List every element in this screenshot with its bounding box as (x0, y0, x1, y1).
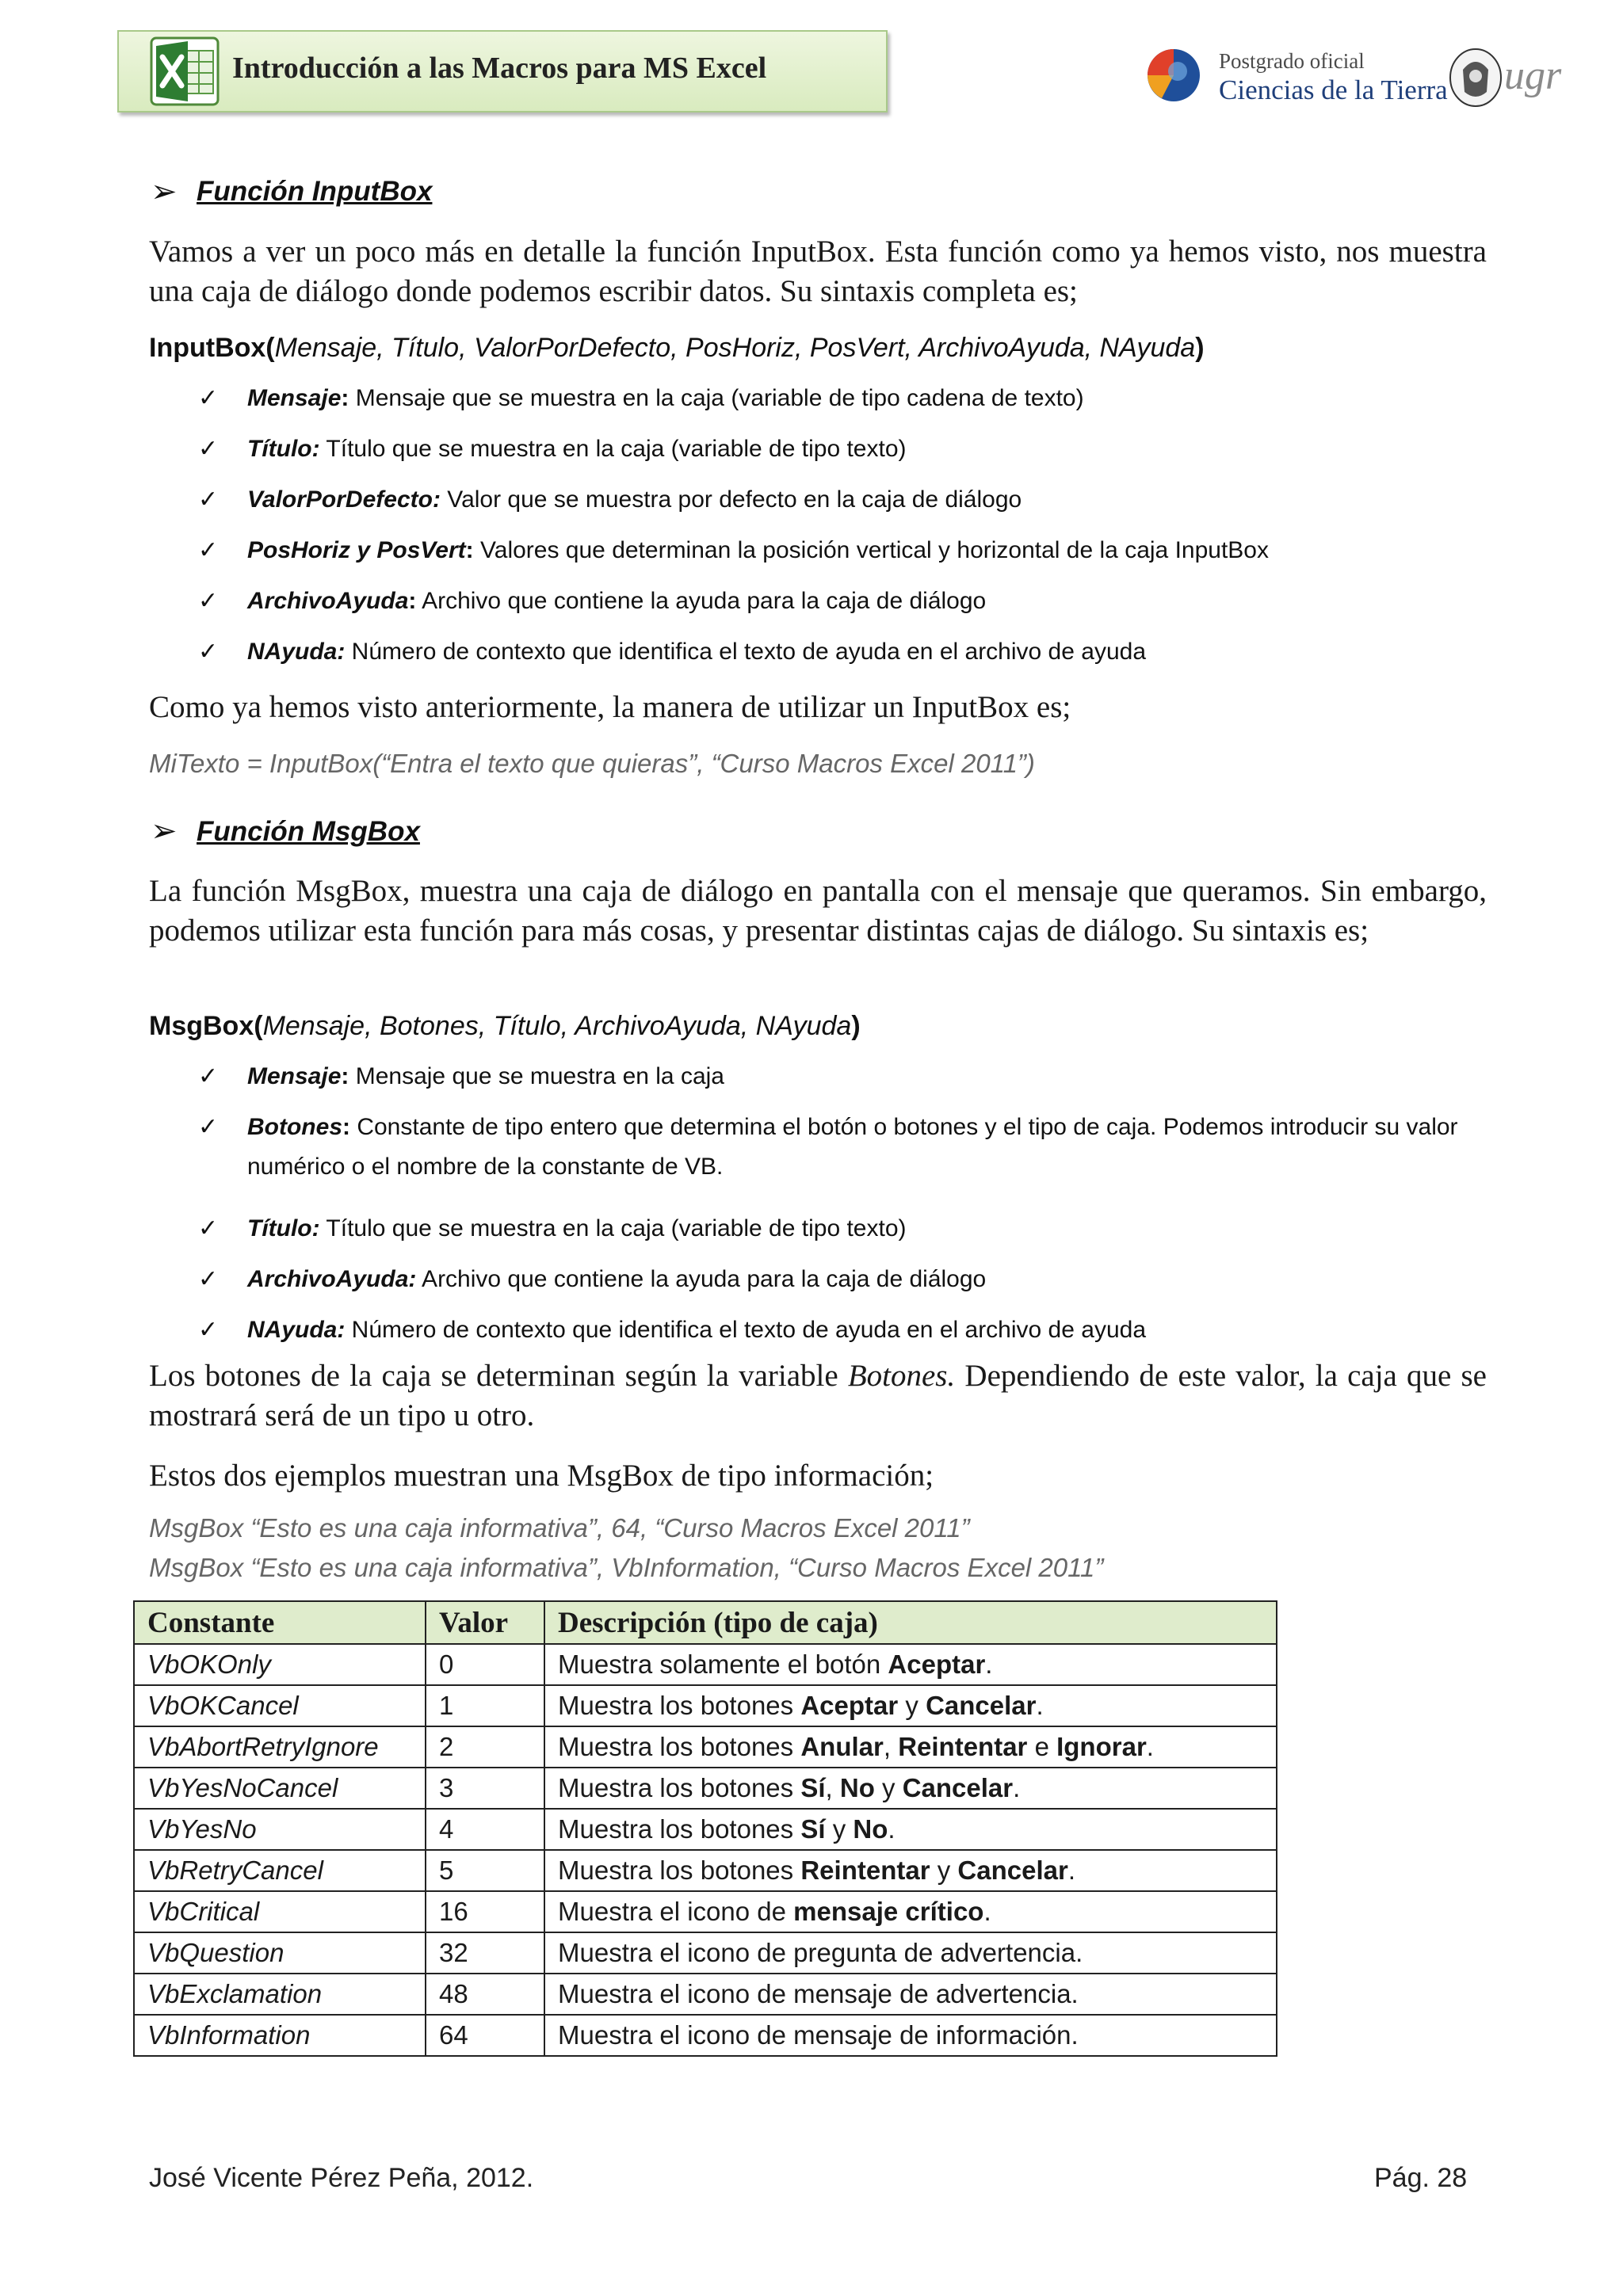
param-text: Mensaje que se muestra en la caja (variable de tipo cadena de texto) (349, 385, 1084, 411)
param-item (198, 1310, 1490, 1350)
param-term: Título: (247, 1215, 320, 1241)
cell-description (544, 2015, 1277, 2056)
param-body (247, 1057, 1490, 1097)
desc-segment: y (825, 1814, 854, 1844)
param-item (198, 1057, 1490, 1097)
param-text: Archivo que contiene la ayuda para la caja de diálogo (416, 588, 987, 614)
param-item (198, 1209, 1490, 1249)
desc-segment: Muestra los botones (558, 1814, 801, 1844)
param-term: Botones (247, 1114, 342, 1140)
msgbox-syntax (149, 1011, 861, 1042)
check-icon: ✓ (198, 537, 219, 563)
cell-constant: VbInformation (134, 2015, 426, 2056)
param-term: Mensaje (247, 1063, 342, 1089)
inputbox-intro: Vamos a ver un poco más en detalle la función InputBox. Esta función como ya hemos visto, nos muestra una caja de diálogo donde podemos escribir datos. Su sintaxis completa es; (149, 235, 1487, 308)
param-term: ArchivoAyuda (247, 588, 409, 614)
desc-segment: y (874, 1773, 903, 1802)
postgrado-label: Postgrado oficial (1219, 49, 1365, 73)
desc-segment: y (898, 1691, 926, 1720)
cell-value: 32 (426, 1932, 544, 1974)
cell-description (544, 1850, 1277, 1891)
cell-description (544, 1974, 1277, 2015)
cell-value: 5 (426, 1850, 544, 1891)
table-row (134, 1974, 1277, 2015)
check-icon: ✓ (198, 588, 219, 614)
cell-constant: VbYesNo (134, 1809, 426, 1850)
buttons-text-var: Botones. (847, 1359, 956, 1393)
desc-segment: Muestra el icono de mensaje de información. (558, 2020, 1079, 2050)
param-text: Valor que se muestra por defecto en la caja de diálogo (440, 486, 1022, 513)
desc-segment: , (883, 1732, 899, 1761)
param-item (198, 632, 1490, 672)
cell-description (544, 1685, 1277, 1726)
desc-segment: . (985, 1650, 993, 1679)
cell-value: 4 (426, 1809, 544, 1850)
param-body (247, 1260, 1490, 1299)
buttons-text-b: Dependiendo de este valor, la caja que se mostrará será de un tipo u otro. (149, 1359, 1487, 1432)
cell-constant: VbQuestion (134, 1932, 426, 1974)
desc-segment: . (888, 1814, 896, 1844)
param-sep: : (408, 588, 417, 614)
check-icon: ✓ (198, 1215, 219, 1241)
desc-segment: Reintentar (800, 1855, 930, 1885)
desc-segment: Muestra solamente el botón (558, 1650, 888, 1679)
check-icon: ✓ (198, 385, 219, 411)
param-term: ValorPorDefecto: (247, 486, 441, 513)
check-icon: ✓ (198, 486, 219, 513)
desc-segment: Muestra los botones (558, 1773, 801, 1802)
desc-segment: Cancelar (957, 1855, 1068, 1885)
desc-segment: Ignorar (1056, 1732, 1147, 1761)
param-sep: : (465, 537, 474, 563)
param-sep: : (341, 1063, 349, 1089)
globe-logo-icon (1146, 48, 1201, 103)
table-row (134, 1891, 1277, 1932)
desc-segment: e (1027, 1732, 1057, 1761)
param-term: ArchivoAyuda: (247, 1266, 417, 1292)
table-header-row (134, 1601, 1277, 1644)
cell-value: 0 (426, 1644, 544, 1685)
param-item (198, 480, 1490, 520)
section-arrow-icon: ➢ (151, 813, 178, 849)
desc-segment: No (853, 1814, 888, 1844)
check-icon: ✓ (198, 1114, 219, 1140)
param-item (198, 531, 1490, 570)
cell-constant: VbAbortRetryIgnore (134, 1726, 426, 1768)
desc-segment: Muestra los botones (558, 1732, 801, 1761)
param-item (198, 1260, 1490, 1299)
table-row (134, 1850, 1277, 1891)
param-body (247, 531, 1490, 570)
msgbox-buttons-text (149, 1356, 1487, 1436)
table-row (134, 1809, 1277, 1850)
cell-constant: VbOKOnly (134, 1644, 426, 1685)
table-row (134, 1932, 1277, 1974)
param-body (247, 480, 1490, 520)
cell-description (544, 1644, 1277, 1685)
param-term: PosHoriz y PosVert (247, 537, 466, 563)
inputbox-syntax (149, 333, 1205, 364)
msgbox-examples-intro: Estos dos ejemplos muestran una MsgBox de tipo información; (149, 1459, 934, 1493)
constants-table (133, 1600, 1277, 2057)
table-header-value: Valor (426, 1601, 544, 1644)
inputbox-heading: Función InputBox (197, 176, 433, 207)
excel-logo-icon (150, 36, 220, 106)
param-body (247, 1310, 1490, 1350)
param-term: NAyuda: (247, 639, 346, 665)
desc-segment: y (930, 1855, 958, 1885)
ciencias-label: Ciencias de la Tierra (1219, 74, 1448, 105)
desc-segment: mensaje crítico (793, 1897, 984, 1926)
desc-segment: Muestra los botones (558, 1855, 801, 1885)
check-icon: ✓ (198, 1317, 219, 1343)
check-icon: ✓ (198, 1063, 219, 1089)
table-row (134, 1726, 1277, 1768)
desc-segment: Muestra el icono de (558, 1897, 794, 1926)
param-text: Número de contexto que identifica el texto de ayuda en el archivo de ayuda (345, 1317, 1146, 1343)
param-term: Mensaje (247, 385, 342, 411)
syntax-close: ) (851, 1011, 861, 1041)
table-row (134, 2015, 1277, 2056)
table-row (134, 1644, 1277, 1685)
desc-segment: Muestra el icono de pregunta de advertencia. (558, 1938, 1083, 1967)
msgbox-example-1: MsgBox “Esto es una caja informativa”, 64, “Curso Macros Excel 2011” (149, 1513, 970, 1543)
param-sep: : (342, 1114, 350, 1140)
param-text: Constante de tipo entero que determina el botón o botones y el tipo de caja. Podemos introducir su valor numérico o el nombre de la constante de VB. (247, 1114, 1458, 1180)
param-body (247, 1108, 1490, 1187)
check-icon: ✓ (198, 1266, 219, 1292)
inputbox-example: MiTexto = InputBox(“Entra el texto que quieras”, “Curso Macros Excel 2011”) (149, 749, 1035, 778)
param-text: Título que se muestra en la caja (variable de tipo texto) (319, 1215, 907, 1241)
cell-description (544, 1726, 1277, 1768)
param-body (247, 429, 1490, 469)
desc-segment: No (839, 1773, 875, 1802)
buttons-text-a: Los botones de la caja se determinan según la variable (149, 1359, 848, 1393)
university-seal-icon (1447, 46, 1504, 109)
syntax-function: MsgBox( (149, 1011, 263, 1041)
cell-value: 64 (426, 2015, 544, 2056)
ugr-label: ugr (1504, 53, 1562, 98)
msgbox-example-2: MsgBox “Esto es una caja informativa”, VbInformation, “Curso Macros Excel 2011” (149, 1553, 1104, 1582)
param-body (247, 379, 1490, 418)
param-text: Valores que determinan la posición vertical y horizontal de la caja InputBox (473, 537, 1269, 563)
desc-segment: Sí (800, 1814, 826, 1844)
syntax-close: ) (1195, 333, 1205, 363)
desc-segment: . (1146, 1732, 1154, 1761)
cell-value: 48 (426, 1974, 544, 2015)
cell-value: 3 (426, 1768, 544, 1809)
desc-segment: Cancelar (926, 1691, 1037, 1720)
cell-value: 16 (426, 1891, 544, 1932)
table-header-description: Descripción (tipo de caja) (544, 1601, 1277, 1644)
cell-value: 2 (426, 1726, 544, 1768)
cell-value: 1 (426, 1685, 544, 1726)
param-sep: : (341, 385, 349, 411)
desc-segment: . (1013, 1773, 1021, 1802)
cell-description (544, 1809, 1277, 1850)
desc-segment: , (825, 1773, 840, 1802)
footer-author: José Vicente Pérez Peña, 2012. (149, 2163, 534, 2193)
param-term: Título: (247, 436, 320, 462)
param-body (247, 582, 1490, 621)
table-row (134, 1768, 1277, 1809)
param-text: Número de contexto que identifica el texto de ayuda en el archivo de ayuda (345, 639, 1146, 665)
param-item (198, 1108, 1490, 1187)
footer-page-number: Pág. 28 (1374, 2163, 1468, 2193)
section-arrow-icon: ➢ (151, 174, 178, 209)
msgbox-intro: La función MsgBox, muestra una caja de diálogo en pantalla con el mensaje que queramos. Sin embargo, podemos utilizar esta función para más cosas, y presentar distintas cajas de diálogo. Su sintaxis es; (149, 874, 1487, 948)
param-item (198, 582, 1490, 621)
desc-segment: Cancelar (902, 1773, 1014, 1802)
param-text: Archivo que contiene la ayuda para la caja de diálogo (416, 1266, 987, 1292)
param-term: NAyuda: (247, 1317, 346, 1343)
param-text: Título que se muestra en la caja (variable de tipo texto) (319, 436, 907, 462)
cell-constant: VbYesNoCancel (134, 1768, 426, 1809)
param-body (247, 632, 1490, 672)
table-row (134, 1685, 1277, 1726)
cell-description (544, 1932, 1277, 1974)
desc-segment: Reintentar (898, 1732, 1028, 1761)
cell-description (544, 1768, 1277, 1809)
param-item (198, 379, 1490, 418)
cell-constant: VbRetryCancel (134, 1850, 426, 1891)
cell-constant: VbExclamation (134, 1974, 426, 2015)
header-title: Introducción a las Macros para MS Excel (232, 51, 767, 85)
param-item (198, 429, 1490, 469)
table-header-constant: Constante (134, 1601, 426, 1644)
desc-segment: Aceptar (888, 1650, 986, 1679)
param-text: Mensaje que se muestra en la caja (349, 1063, 724, 1089)
check-icon: ✓ (198, 436, 219, 462)
cell-constant: VbCritical (134, 1891, 426, 1932)
msgbox-heading: Función MsgBox (197, 816, 420, 847)
param-body (247, 1209, 1490, 1249)
desc-segment: . (983, 1897, 991, 1926)
desc-segment: Aceptar (800, 1691, 899, 1720)
desc-segment: Sí (800, 1773, 826, 1802)
cell-constant: VbOKCancel (134, 1685, 426, 1726)
desc-segment: Anular (800, 1732, 884, 1761)
syntax-args: Mensaje, Título, ValorPorDefecto, PosHoriz, PosVert, ArchivoAyuda, NAyuda (274, 333, 1196, 363)
syntax-args: Mensaje, Botones, Título, ArchivoAyuda, NAyuda (262, 1011, 852, 1041)
check-icon: ✓ (198, 639, 219, 665)
desc-segment: . (1067, 1855, 1075, 1885)
inputbox-usage: Como ya hemos visto anteriormente, la manera de utilizar un InputBox es; (149, 690, 1071, 724)
desc-segment: Muestra los botones (558, 1691, 801, 1720)
desc-segment: . (1036, 1691, 1044, 1720)
desc-segment: Muestra el icono de mensaje de advertencia. (558, 1979, 1079, 2008)
syntax-function: InputBox( (149, 333, 275, 363)
cell-description (544, 1891, 1277, 1932)
